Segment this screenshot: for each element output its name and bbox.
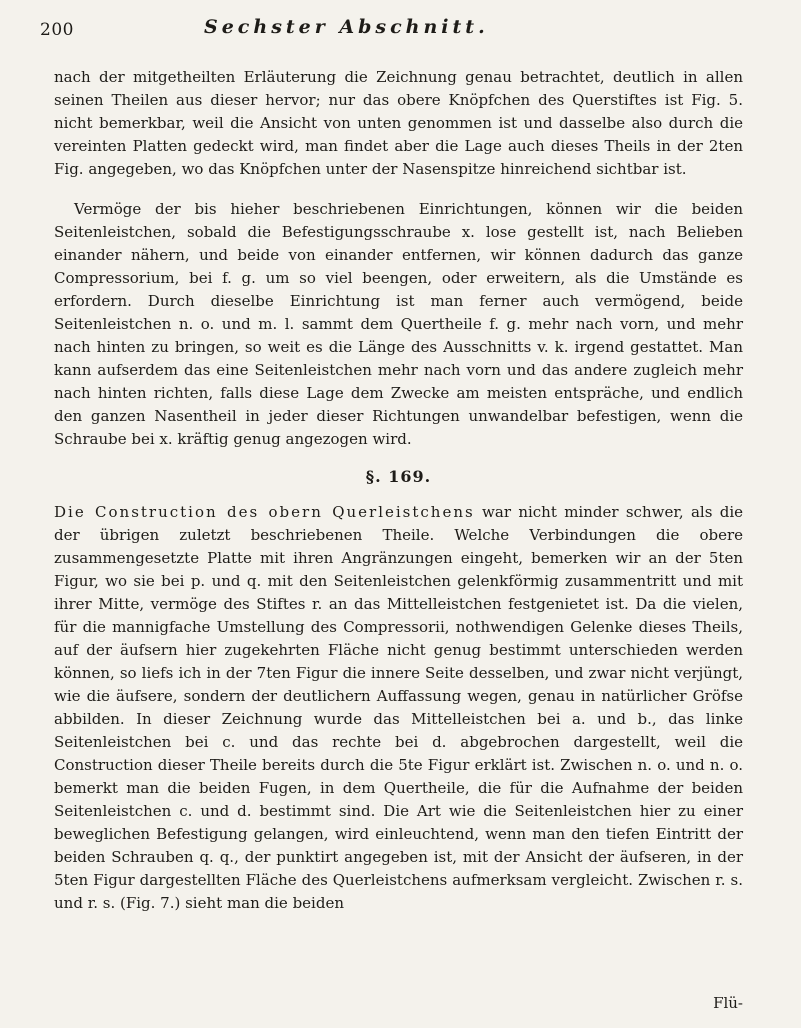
running-head <box>40 12 743 44</box>
page-number: 200 <box>40 20 74 40</box>
paragraph-3-text: war nicht minder schwer, als die der übrigen zuletzt beschriebenen Theile. Welche Verbindungen die obere zusammengesetzte Platte mit ihren Angränzungen eingeht, bemerken wir an der 5ten Figur, wo sie bei p. und q. mit den Seitenleistchen gelenkförmig zusammentritt und mit ihrer Mitte, vermöge des Stiftes r. an das Mittelleistchen festgenietet ist. Da die vielen, für die mannigfache Umstellung des Compressorii, nothwendigen Gelenke dieses Theils, auf der äufsern hier zugekehrten Fläche nicht genug bestimmt unterschieden werden können, so liefs ich in der 7ten Figur die innere Seite desselben, und zwar nicht verjüngt, wie die äufsere, sondern der deutlichern Auffassung wegen, genau in natürlicher Gröfse abbilden. In dieser Zeichnung wurde das Mittelleistchen bei a. und b., das linke Seitenleistchen bei c. und das rechte bei d. abgebrochen dargestellt, weil die Construction dieser Theile bereits durch die 5te Figur erklärt ist. Zwischen n. o. und n. o. bemerkt man die beiden Fugen, in dem Quertheile, die für die Aufnahme der beiden Seitenleistchen c. und d. bestimmt sind. Die Art wie die Seitenleistchen hier zu einer beweglichen Befestigung gelangen, wird einleuchtend, wenn man den tiefen Eintritt der beiden Schrauben q. q., der punktirt angegeben ist, mit der Ansicht der äufseren, in der 5ten Figur dargestellten Fläche des Querleistchens aufmerksam vergleicht. Zwischen r. s. und r. s. (Fig. 7.) sieht man die beiden <box>54 503 744 912</box>
paragraph-1: nach der mitgetheilten Erläuterung die Zeichnung genau betrachtet, deutlich in allen seinen Theilen aus dieser hervor; nur das obere Knöpfchen des Querstiftes ist Fig. 5. nicht bemerkbar, weil die Ansicht von unten genommen ist und dasselbe also durch die vereinten Platten gedeckt wird, man findet aber die Lage auch dieses Theils in der 2ten Fig. angegeben, wo das Knöpfchen unter der Nasenspitze hinreichend sichtbar ist. <box>54 68 743 178</box>
running-title: Sechster Abschnitt. <box>204 16 489 38</box>
section-heading: §. 169. <box>365 467 432 486</box>
paragraph-3-lead: Die Construction des obern Querleistchens <box>54 503 475 521</box>
paragraph-2-text: Vermöge der bis hieher beschriebenen Einrichtungen, können wir die beiden Seitenleistchen, sobald die Befestigungsschraube x. lose gestellt ist, nach Belieben einander nähern, und beide von einander entfernen, wir können dadurch das ganze Compressorium, bei f. g. um so viel beengen, oder erweitern, als die Umstände es erfordern. Durch dieselbe Einrichtung ist man ferner auch vermögend, beide Seitenleistchen n. o. und m. l. sammt dem Quertheile f. g. mehr nach vorn, und mehr nach hinten zu bringen, so weit es die Länge des Ausschnitts v. k. irgend gestattet. Man kann aufserdem das eine Seitenleistchen mehr nach vorn und das andere zugleich mehr nach hinten richten, falls diese Lage dem Zwecke am meisten entspräche, und endlich den ganzen Nasentheil in jeder dieser Richtungen unwandelbar befestigen, wenn die Schraube bei x. kräftig genug angezogen wird. <box>54 200 743 448</box>
paragraph-2 <box>54 198 743 451</box>
catchword: Flü- <box>713 994 743 1012</box>
paragraph-3 <box>54 501 743 915</box>
